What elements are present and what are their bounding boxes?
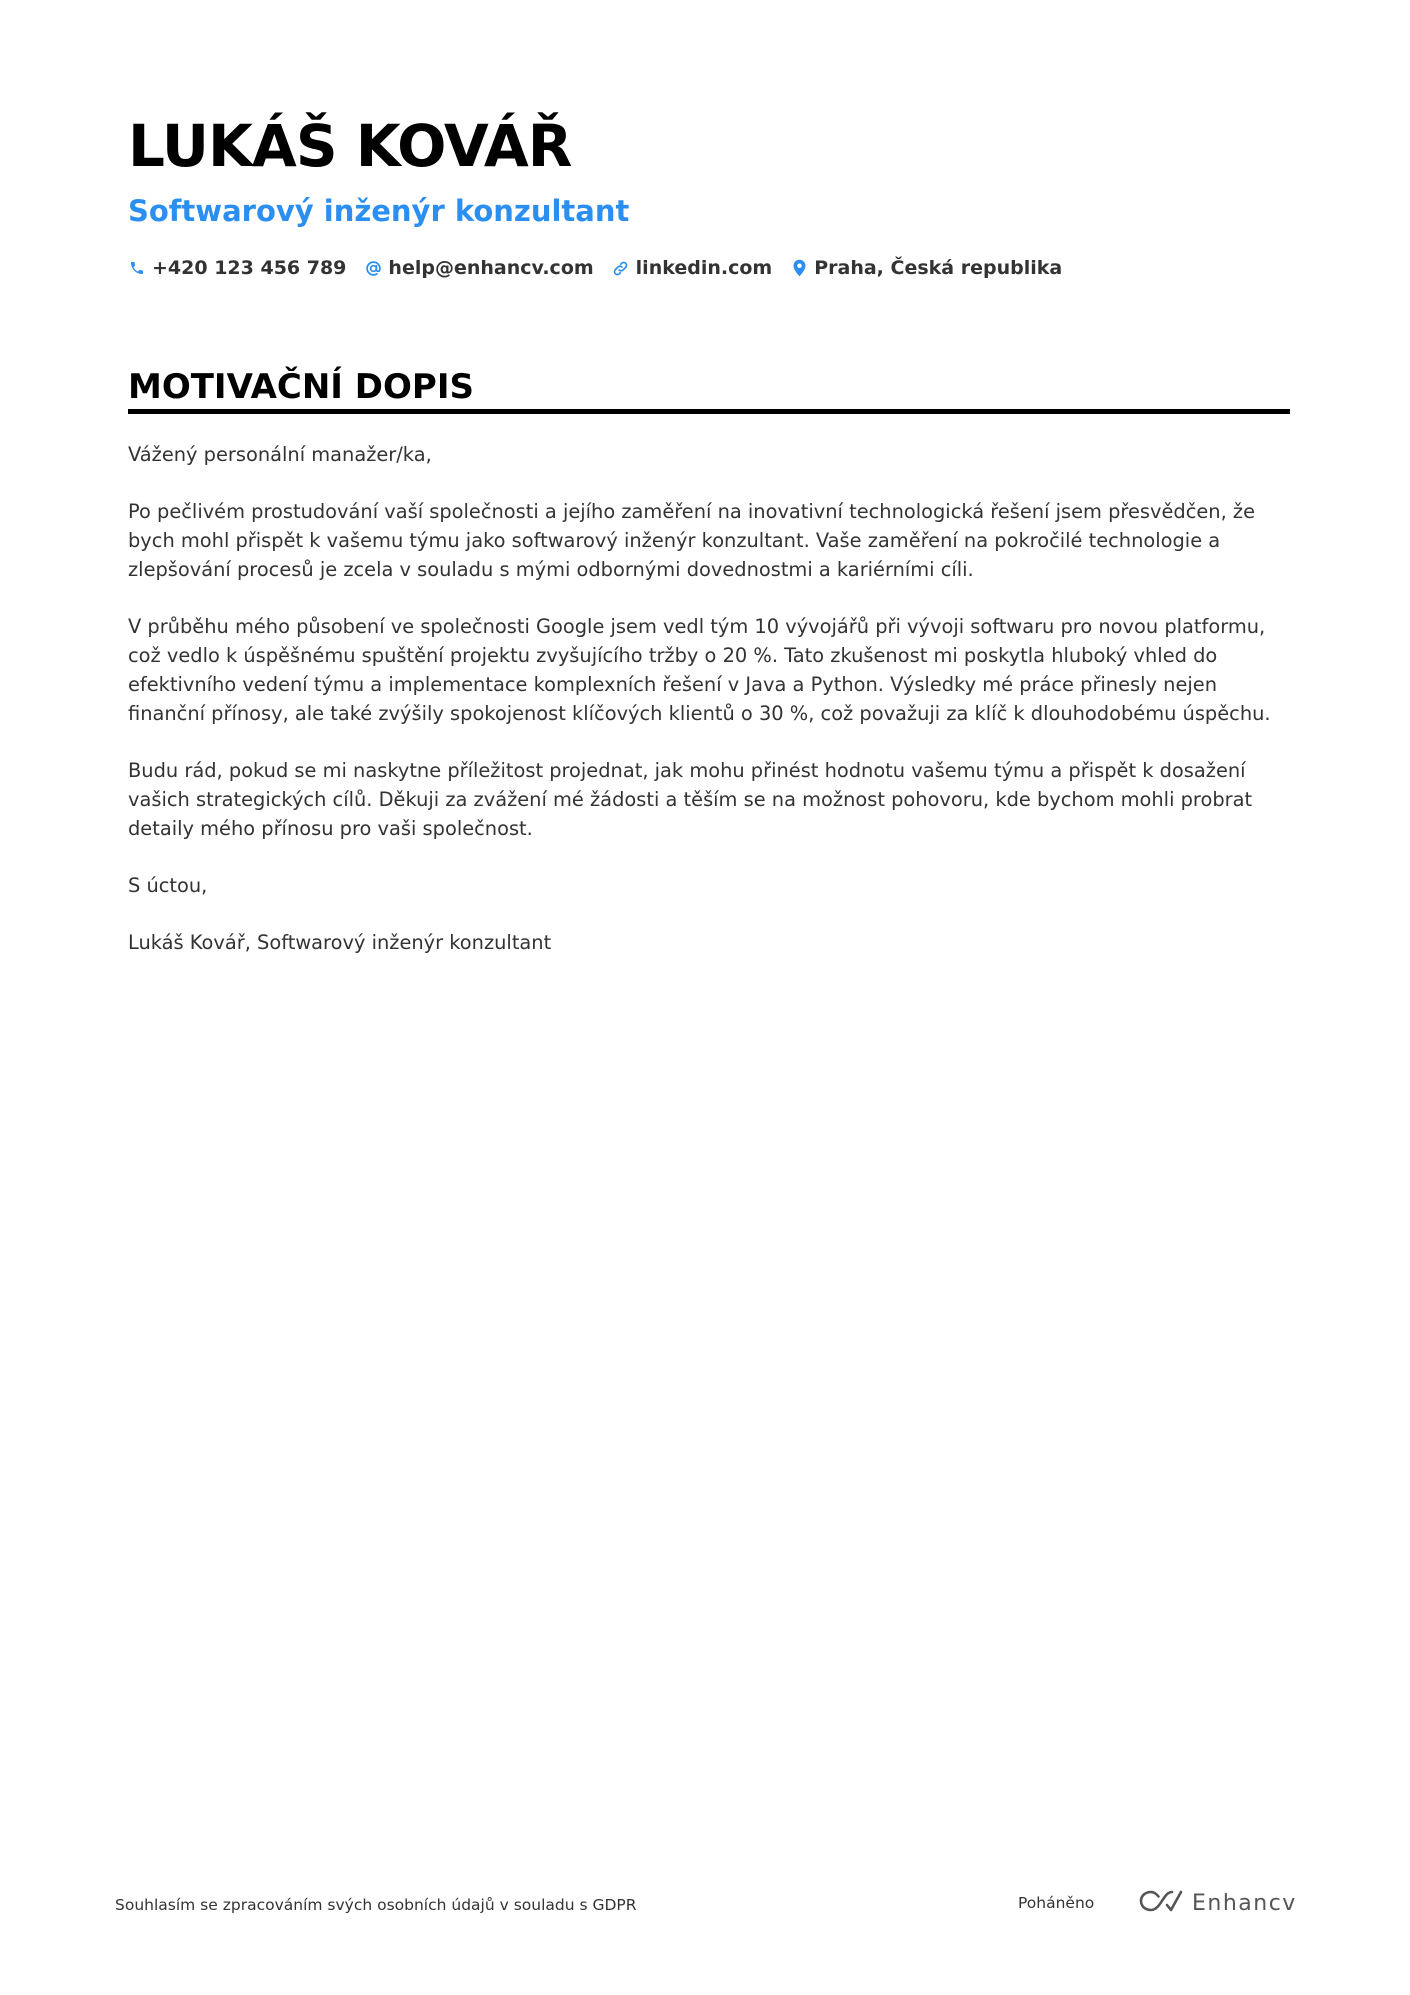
powered-by-label: Poháněno — [1018, 1894, 1095, 1912]
contact-linkedin[interactable] — [612, 254, 773, 282]
phone-icon — [128, 259, 146, 277]
contact-phone — [128, 254, 346, 282]
letter-signature: Lukáš Kovář, Softwarový inženýr konzultant — [128, 931, 552, 954]
contact-phone-text: +420 123 456 789 — [152, 257, 347, 279]
link-icon — [612, 259, 630, 277]
gdpr-consent: Souhlasím se zpracováním svých osobních údajů v souladu s GDPR — [115, 1896, 637, 1914]
letter-paragraph: V průběhu mého působení ve společnosti Google jsem vedl tým 10 vývojářů při vývoji softwaru pro novou platformu, což vedlo k úspěšnému spuštění projektu zvyšujícího tržby o 20 %. Tato zkušenost mi poskytla hluboký vhled do efektivního vedení týmu a implementace komplexních řešení v Java a Python. Výsledky mé práce přinesly nejen finanční přínosy, ale také zvýšily spokojenost klíčových klientů o 30 %, což považuji za klíč k dlouhodobému úspěchu. — [128, 615, 1271, 725]
letter-paragraph: Budu rád, pokud se mi naskytne příležitost projednat, jak mohu přinést hodnotu vašemu týmu a přispět k dosažení vašich strategických cílů. Děkuji za zvážení mé žádosti a těším se na možnost pohovoru, kde bychom mohli probrat detaily mého přínosu pro vaši společnost. — [128, 759, 1253, 840]
at-icon — [364, 259, 382, 277]
letter-body — [128, 440, 1290, 985]
location-pin-icon — [790, 259, 808, 277]
contact-email[interactable] — [364, 254, 593, 282]
candidate-title: Softwarový inženýr konzultant — [128, 194, 630, 228]
letter-salutation: Vážený personální manažer/ka, — [128, 443, 432, 466]
letter-paragraph: Po pečlivém prostudování vaší společnosti a jejího zaměření na inovativní technologická řešení jsem přesvědčen, že bych mohl přispět k vašemu týmu jako softwarový inženýr konzultant. Vaše zaměření na pokročilé technologie a zlepšování procesů je zcela v souladu s mými odbornými dovednostmi a kariérními cíli. — [128, 500, 1256, 581]
candidate-name: LUKÁŠ KOVÁŘ — [128, 112, 572, 180]
contact-linkedin-text: linkedin.com — [635, 257, 773, 279]
contact-location-text: Praha, Česká republika — [814, 257, 1063, 279]
contact-email-text: help@enhancv.com — [388, 257, 594, 279]
contact-location — [790, 254, 1062, 282]
section-heading: MOTIVAČNÍ DOPIS — [128, 367, 474, 407]
enhancv-logo-icon — [1138, 1888, 1184, 1919]
contact-bar — [128, 254, 1062, 282]
enhancv-brand-name: Enhancv — [1192, 1890, 1297, 1916]
enhancv-brand-link[interactable] — [1138, 1888, 1297, 1919]
section-divider — [128, 409, 1290, 414]
letter-closing: S úctou, — [128, 874, 208, 897]
